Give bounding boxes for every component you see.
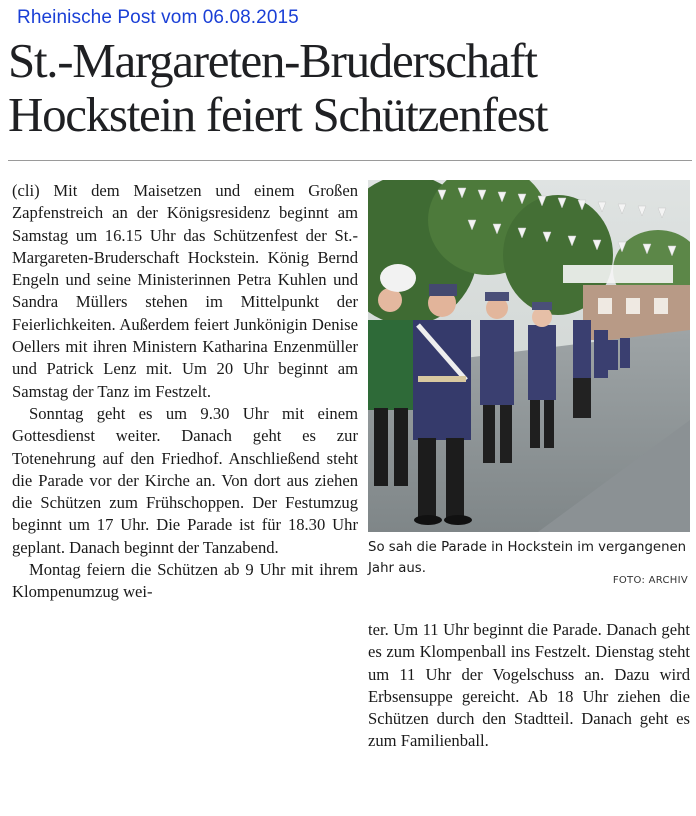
photo-credit: FOTO: ARCHIV [612, 575, 688, 586]
article-paragraph-2: Sonntag geht es um 9.30 Uhr mit einem Gottesdienst weiter. Danach geht es zur Totenehrung auf den Friedhof. Anschließend steht die Parade vor der Kirche an. Von dort aus ziehen die Schützen zum Frühschoppen. Der Festumzug beginnt um 17 Uhr. Die Parade ist für 18.30 Uhr geplant. Danach beginnt der Tanzabend. [12, 403, 358, 557]
source-label: Rheinische Post vom 06.08.2015 [17, 7, 299, 28]
headline [8, 34, 692, 142]
article-column-right [368, 619, 690, 753]
article-paragraph-3: Montag feiern die Schützen ab 9 Uhr mit ihrem Klompenumzug wei- [12, 560, 358, 602]
article-column-left [12, 180, 358, 604]
headline-line-2: Hockstein feiert Schützenfest [8, 87, 548, 142]
article-paragraph-1: (cli) Mit dem Maisetzen und einem Großen Zapfenstreich an der Königsresidenz beginnt am Samstag um 16.15 Uhr das Schützenfest der St.-Margareten-Bruderschaft Hockstein. König Bernd Engeln und seine Ministerinnen Petra Kuhlen und Sandra Müllers stehen im Mittelpunkt der Feierlichkeiten. Außerdem feiert Junkönigin Denise Oellers mit ihren Ministern Katharina Enzenmüller und Patrick Lenz mit. Um 20 Uhr beginnt am Samstag der Tanz im Festzelt. [12, 181, 358, 401]
photo-caption: So sah die Parade in Hockstein im vergangenen Jahr aus. [368, 540, 687, 576]
article-paragraph-4: ter. Um 11 Uhr beginnt die Parade. Danach geht es zum Klompenball ins Festzelt. Dienstag steht um 11 Uhr der Vogelschuss an. Dazu wird Erbsensuppe gereicht. Ab 18 Uhr ziehen die Schützen durch den Stadtteil. Danach geht es zum Familienball. [368, 620, 690, 751]
parade-photo [368, 180, 690, 532]
headline-divider [8, 160, 692, 161]
headline-line-1: St.-Margareten-Bruderschaft [8, 33, 537, 88]
